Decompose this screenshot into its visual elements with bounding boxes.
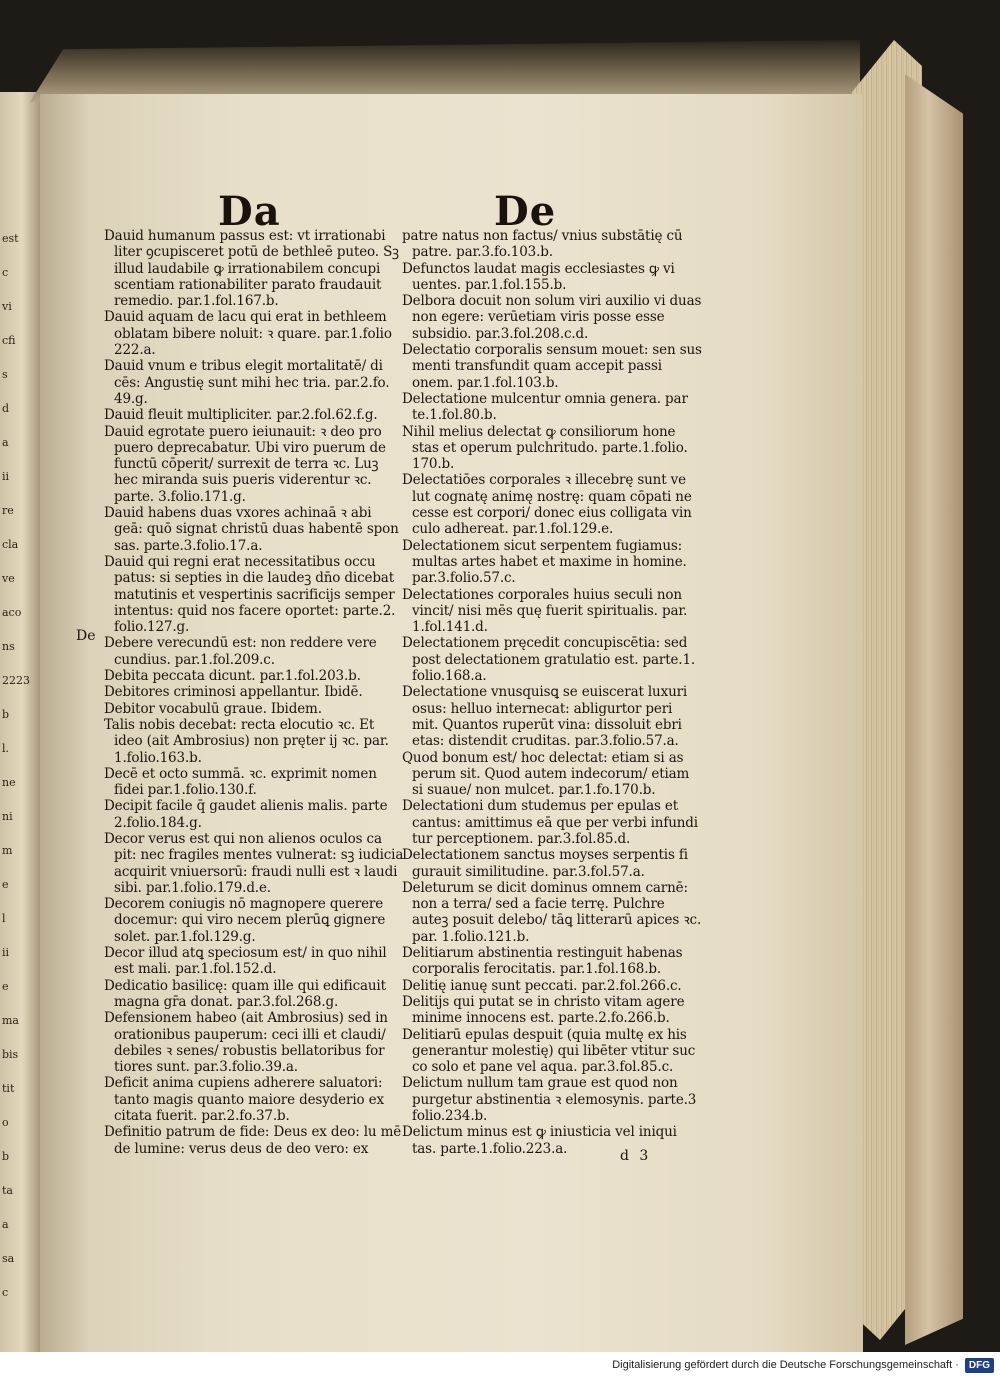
index-entry: Nihil melius delectat ꝙ consiliorum hone stas et operum pulchritudo. parte.1.folio. 170.b. [402,423,688,473]
footer-bar [0,1352,1000,1378]
index-entry: Debitores criminosi appellantur. Ibidē. [104,684,363,701]
left-page-fragment: l [2,912,6,925]
left-page-fragment: c [2,266,9,279]
left-page-fragment: ii [2,470,10,483]
index-entry: Delectationem sanctus moyses serpentis fi gurauit similitudine. par.3.fol.57.a. [402,847,688,880]
left-page-fragment: sa [2,1252,15,1265]
index-entry: Deficit anima cupiens adherere saluatori: tanto magis quanto maiore desyderio ex citata fuerit. par.2.fo.37.b. [104,1075,384,1125]
left-page-fragment: l. [2,742,10,755]
index-entry: Delectatione mulcentur omnia genera. par te.1.fol.80.b. [402,390,688,424]
index-entry: Debita peccata dicunt. par.1.fol.203.b. [104,668,361,685]
index-entry: Dauid aquam de lacu qui erat in bethleem oblatam bibere noluit: ꝛ quare. par.1.folio 222.a. [104,309,392,359]
left-page-fragment: tit [2,1082,15,1095]
left-page-fragment: d [2,402,10,415]
index-entry: Defensionem habeo (ait Ambrosius) sed in orationibus pauperum: ceci illi et claudi/ debiles ꝛ senes/ robustis bellatoribus for tiores sunt. par.3.folio.39.a. [104,1010,388,1076]
index-entry: Delectationi dum studemus per epulas et cantus: amittimus eā que per verbi infundi tur perceptionem. par.3.fol.85.d. [402,798,698,847]
signature-mark: d 3 [620,1148,649,1164]
index-entry: Dauid fleuit multipliciter. par.2.fol.62.f.g. [104,407,378,424]
left-page-fragment: bis [2,1048,19,1061]
margin-note: De [76,628,96,644]
left-page-fragment: ni [2,810,13,823]
index-entry: Delectationes corporales huius seculi non vincit/ nisi mēs quę fuerit spiritualis. par. 1.fol.141.d. [402,586,688,636]
left-page-fragment: ne [2,776,16,789]
index-entry: Delectationem pręcedit concupiscētia: sed post delectationem gratulatio est. parte.1. folio.168.a. [402,635,696,685]
index-entry: Debere verecundū est: non reddere vere cundius. par.1.fol.209.c. [104,635,377,668]
index-entry: Delictum minus est ꝙ iniusticia vel iniqui tas. parte.1.folio.223.a. [402,1124,677,1157]
left-page-fragment: aco [2,606,22,619]
running-head-right: De [494,188,557,235]
left-page-fragment: vi [2,300,12,313]
left-page-fragment: est [2,232,19,245]
index-entry: Delectatio corporalis sensum mouet: sen sus menti transfundit quam accepit passi onem. par.1.fol.103.b. [402,342,702,391]
index-entry: Delictum nullum tam graue est quod non purgetur abstinentia ꝛ elemosynis. parte.3 folio.234.b. [402,1075,697,1125]
index-entry: Decor illud atꝗ speciosum est/ in quo nihil est mali. par.1.fol.152.d. [104,945,387,978]
index-entry: Delitiarū epulas despuit (quia multę ex his generantur molestię) qui libēter vtitur suc co solo et pane vel aqua. par.3.fol.85.c. [402,1026,696,1076]
text-column-left [104,228,404,1157]
index-entry: patre natus non factus/ vnius substātię cū patre. par.3.fo.103.b. [402,228,683,261]
index-entry: Debitor vocabulū graue. Ibidem. [104,700,322,717]
left-page-fragment: ns [2,640,15,653]
index-entry: Dauid qui regni erat necessitatibus occu patus: si septies in die laudeꝫ dn̄o dicebat matutinis et vespertinis sacrificijs semper intentus: quid nos facere oportet: parte.2. folio.127.g. [104,553,396,636]
index-entry: Talis nobis decebat: recta elocutio ꝛc. Et ideo (ait Ambrosius) non pręter ij ꝛc. par. 1.folio.163.b. [104,716,389,766]
index-entry: Dauid egrotate puero ieiunauit: ꝛ deo pro puero deprecabatur. Ubi viro puerum de functū cōperit/ surrexit de terra ꝛc. Luꝫ hec miranda suis pueris viderentur ꝛc. parte. 3.folio.171.g. [104,423,386,505]
left-page-fragment: s [2,368,8,381]
left-page-fragment: cfi [2,334,16,347]
left-page-fragment: e [2,878,9,891]
index-entry: Dauid vnum e tribus elegit mortalitatē/ di cēs: Angustię sunt mihi hec tria. par.2.fo. 49.g. [104,358,390,407]
index-entry: Definitio patrum de fide: Deus ex deo: lu mē de lumine: verus deus de deo vero: ex [104,1124,402,1157]
left-page-fragment: m [2,844,13,857]
index-entry: Defunctos laudat magis ecclesiastes ꝙ vi uentes. par.1.fol.155.b. [402,260,675,293]
index-entry: Decipit facile q̄ gaudet alienis malis. parte 2.folio.184.g. [104,798,388,831]
index-entry: Decor verus est qui non alienos oculos ca pit: nec fragiles mentes vulnerat: sꝫ iudicia acquirit vniuersorū: fraudi nulli est ꝛ laudi sibi. par.1.folio.179.d.e. [104,830,404,896]
left-page-fragment: re [2,504,14,517]
index-entry: Delitijs qui putat se in christo vitam agere minime innocens est. parte.2.fo.266.b. [402,993,685,1027]
index-entry: Dauid habens duas vxores achinaā ꝛ abi geā: quō signat christū duas habentē spon sas. parte.3.folio.17.a. [104,505,399,554]
left-page-fragment: ve [2,572,15,585]
book-top-edge [30,40,860,102]
book-cover-board [905,35,963,1345]
left-page-fragment: ma [2,1014,19,1027]
index-entry: Quod bonum est/ hoc delectat: etiam si as perum sit. Quod autem indecorum/ etiam si suaue/ non mulcet. par.1.fo.170.b. [402,749,690,799]
left-page-fragment: cla [2,538,19,551]
index-entry: Decorem coniugis nō magnopere querere docemur: qui viro necem plerūꝗ gignere solet. par.1.fol.129.g. [104,896,386,945]
index-entry: Decē et octo summā. ꝛc. exprimit nomen fidei par.1.folio.130.f. [104,765,377,799]
left-page-fragment: e [2,980,9,993]
left-page-fragment: a [2,1218,9,1231]
index-entry: Dauid humanum passus est: vt irrationabi liter ꝯcupisceret potū de bethleē puteo. Sꝫ illud laudabile ꝙ irrationabilem concupi scentiam rationabiliter parato fraudauit remedio. par.1.fol.167.b. [104,228,399,310]
left-page-fragment: 2223 [2,674,30,687]
left-page-fragment: o [2,1116,9,1129]
running-head-left: Da [218,188,281,235]
left-page-fragment: c [2,1286,9,1299]
dfg-logo: DFG [965,1358,994,1373]
left-page-edge [0,92,40,1352]
left-page-fragment: b [2,1150,10,1163]
index-entry: Deleturum se dicit dominus omnem carnē: non a terra/ sed a facie terrę. Pulchre auteꝫ posuit delebo/ tāꝗ litterarū apices ꝛc. par. 1.folio.121.b. [402,879,702,945]
text-column-right [402,228,702,1157]
index-entry: Delbora docuit non solum viri auxilio vi duas non egere: verūetiam viris posse esse subsidio. par.3.fol.208.c.d. [402,293,702,342]
index-entry: Delectationem sicut serpentem fugiamus: multas artes habet et maxime in homine. par.3.folio.57.c. [402,537,687,587]
index-entry: Delectatione vnusquisꝗ se euiscerat luxuri osus: helluo internecat: abligurtor peri mit. Quantos ruperūt vina: dissoluit ebri etas: distendit cruditas. par.3.folio.57.a. [402,684,688,750]
left-page-fragment: b [2,708,10,721]
index-entry: Dedicatio basilicę: quam ille qui edificauit magna gr̄a donat. par.3.fol.268.g. [104,977,386,1010]
left-page-fragment: ta [2,1184,13,1197]
left-page-fragment: ii [2,946,10,959]
index-entry: Delectatiōes corporales ꝛ illecebrę sunt ve lut cognatę animę nostrę: quam cōpati ne cesse est corpori/ donec eius colligata vin culo adhereat. par.1.fol.129.e. [402,472,692,538]
index-entry: Delitię ianuę sunt peccati. par.2.fol.266.c. [402,977,682,994]
left-page-fragment: a [2,436,9,449]
footer-credit: Digitalisierung gefördert durch die Deutsche Forschungsgemeinschaft · [612,1359,959,1371]
index-entry: Delitiarum abstinentia restinguit habenas corporalis ferocitatis. par.1.fol.168.b. [402,945,683,978]
